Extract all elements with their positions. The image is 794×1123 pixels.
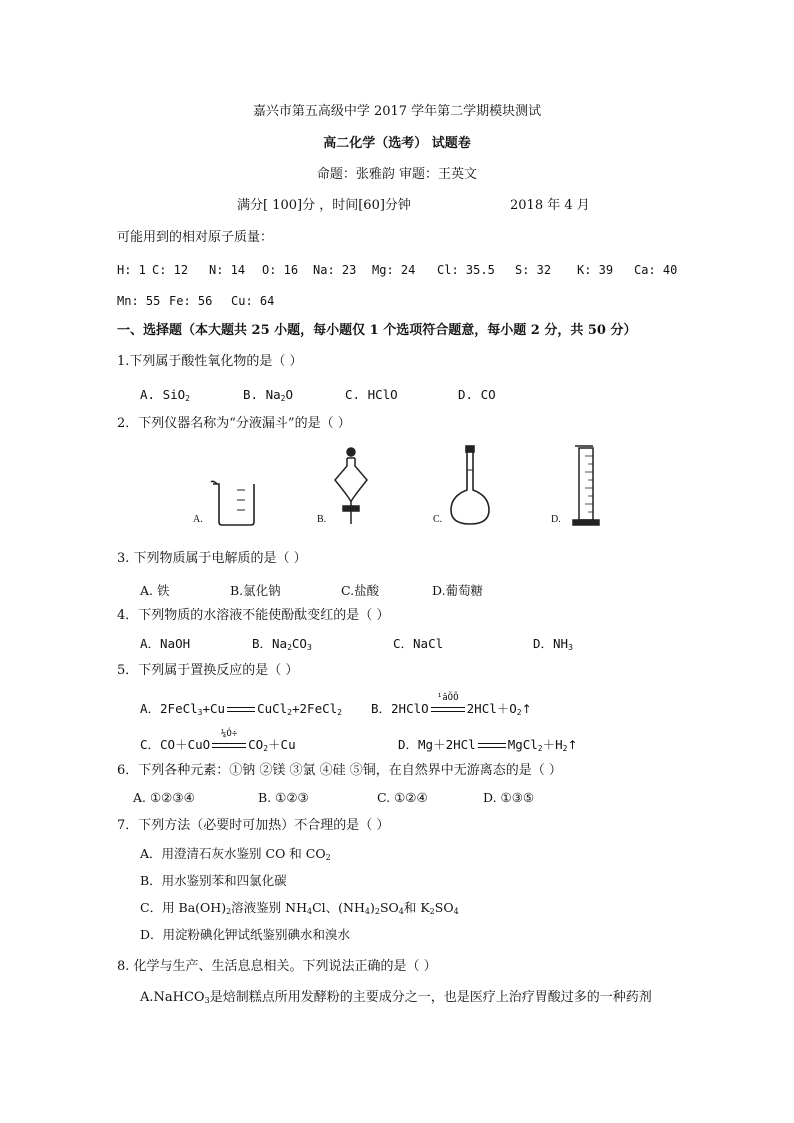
- mass-cl: Cl: 35.5: [437, 263, 495, 277]
- q2-label-b: B.: [317, 514, 327, 525]
- q3-option-b: B.氯化钠: [230, 583, 281, 598]
- graduated-cylinder-icon: [573, 446, 599, 525]
- mass-ca: Ca: 40: [634, 263, 678, 277]
- q5-option-b: B．2HClO ¹âÕÕ $2HCl+O_2↑$: [371, 693, 532, 717]
- section-1-title: 一、选择题（本大题共 25 小题，每小题仅 1 个选项符合题意，每小题 2 分，共 50 分）: [117, 323, 637, 338]
- beaker-icon: [211, 481, 254, 525]
- question-8-stem: 8. 化学与生产、生活息息相关。下列说法正确的是（ ）: [117, 959, 437, 974]
- q3-option-a: A. 铁: [140, 583, 170, 598]
- mass-s: S: 32: [515, 263, 552, 277]
- q8-option-a: A.NaHCO$_3$是焙制糕点所用发酵粉的主要成分之一，也是医疗上治疗胃酸过多的一种药剂: [140, 990, 652, 1005]
- q6-option-b: B. ①②③: [258, 790, 309, 805]
- q7-option-d: D．用淀粉碘化钾试纸鉴别碘水和溴水: [140, 927, 351, 942]
- mass-fe: Fe: 56: [169, 294, 213, 308]
- mass-mn: Mn: 55: [117, 294, 161, 308]
- mass-na: Na: 23: [313, 263, 357, 277]
- mass-mg: Mg: 24: [372, 263, 416, 277]
- q1-option-d: D. CO: [458, 387, 496, 402]
- q7-option-b: B．用水鉴别苯和四氯化碳: [140, 873, 287, 888]
- school-line: 嘉兴市第五高级中学 2017 学年第二学期模块测试: [252, 104, 542, 119]
- question-3-stem: 3. 下列物质属于电解质的是（ ）: [117, 551, 307, 566]
- q4-option-c: C．NaCl: [393, 636, 444, 651]
- gas-arrow-icon: ↑: [521, 702, 532, 716]
- question-2-stem: 2．下列仪器名称为“分液漏斗”的是（ ）: [117, 416, 351, 431]
- equal-sign-icon: [227, 707, 255, 712]
- q6-option-d: D. ①③⑤: [483, 790, 535, 805]
- q7-option-a: A．用澄清石灰水鉴别 CO 和 $CO_2$: [140, 846, 331, 862]
- q3-option-c: C.盐酸: [341, 583, 380, 598]
- q7-option-c: C．用 $Ba(OH)_2$溶液鉴别 $NH_4Cl$、$(NH_4)_2SO_4$和 $K_2SO_4$: [140, 900, 459, 916]
- q3-option-d: D.葡萄糖: [432, 583, 484, 598]
- q5-option-d: D．Mg＋2HCl $MgCl_2+H_2↑$: [398, 737, 578, 753]
- gas-arrow-icon: ↑: [567, 738, 578, 752]
- q5-option-c: C．CO＋CuO ¼Ó÷ $CO_2+Cu$: [140, 729, 296, 753]
- q6-option-c: C. ①②④: [377, 790, 428, 805]
- q1-option-b: B. $Na_2O$: [243, 387, 293, 403]
- atomic-mass-intro: 可能用到的相对原子质量：: [117, 230, 274, 245]
- question-5-stem: 5．下列属于置换反应的是（ ）: [117, 663, 299, 678]
- question-1-stem: 1.下列属于酸性氧化物的是（ ）: [117, 354, 303, 369]
- exam-title: 高二化学（选考） 试题卷: [323, 136, 471, 151]
- mass-k: K: 39: [577, 263, 614, 277]
- question-6-stem: 6．下列各种元素：①钠 ②镁 ③氯 ④硅 ⑤铜，在自然界中无游离态的是（ ）: [117, 763, 562, 778]
- mass-h: H: 1: [117, 263, 146, 277]
- question-7-stem: 7．下列方法（必要时可加热）不合理的是（ ）: [117, 818, 390, 833]
- reaction-condition-arrow: ¼Ó÷: [212, 743, 246, 748]
- q2-label-c: C.: [433, 514, 443, 525]
- mass-o: O: 16: [262, 263, 299, 277]
- date-line: 2018 年 4 月: [510, 198, 590, 213]
- mass-n: N: 14: [209, 263, 246, 277]
- authors-line: 命题：张雅韵 审题：王英文: [316, 167, 478, 182]
- question-4-stem: 4．下列物质的水溶液不能使酚酞变红的是（ ）: [117, 608, 390, 623]
- q1-option-c: C. HClO: [345, 387, 398, 402]
- q5-option-a: A．2FeCl$_3$+Cu CuCl$_2$+2FeCl$_2$: [140, 701, 342, 717]
- q2-apparatus-illustration: [175, 440, 615, 530]
- q2-figure: [175, 440, 615, 530]
- atomic-mass-row-1: [117, 262, 678, 278]
- equal-sign-icon: [478, 743, 506, 748]
- mass-cu: Cu: 64: [231, 294, 275, 308]
- q4-option-a: A．NaOH: [140, 636, 191, 651]
- q6-option-a: A. ①②③④: [133, 790, 195, 805]
- volumetric-flask-icon: [451, 446, 489, 524]
- mass-c: C: 12: [152, 263, 189, 277]
- atomic-mass-row-2: [117, 293, 275, 309]
- score-time-line: 满分[ 100]分 ，时间[60]分钟: [237, 198, 411, 213]
- q1-option-a: A. SiO$_2$: [140, 387, 190, 403]
- q2-label-d: D.: [551, 514, 561, 525]
- q4-option-d: D．$NH_3$: [533, 636, 573, 652]
- reaction-condition-arrow: ¹âÕÕ: [431, 707, 465, 712]
- q4-option-b: B．$Na_2CO_3$: [252, 636, 312, 652]
- q2-label-a: A.: [193, 514, 203, 525]
- separatory-funnel-icon: [335, 448, 367, 524]
